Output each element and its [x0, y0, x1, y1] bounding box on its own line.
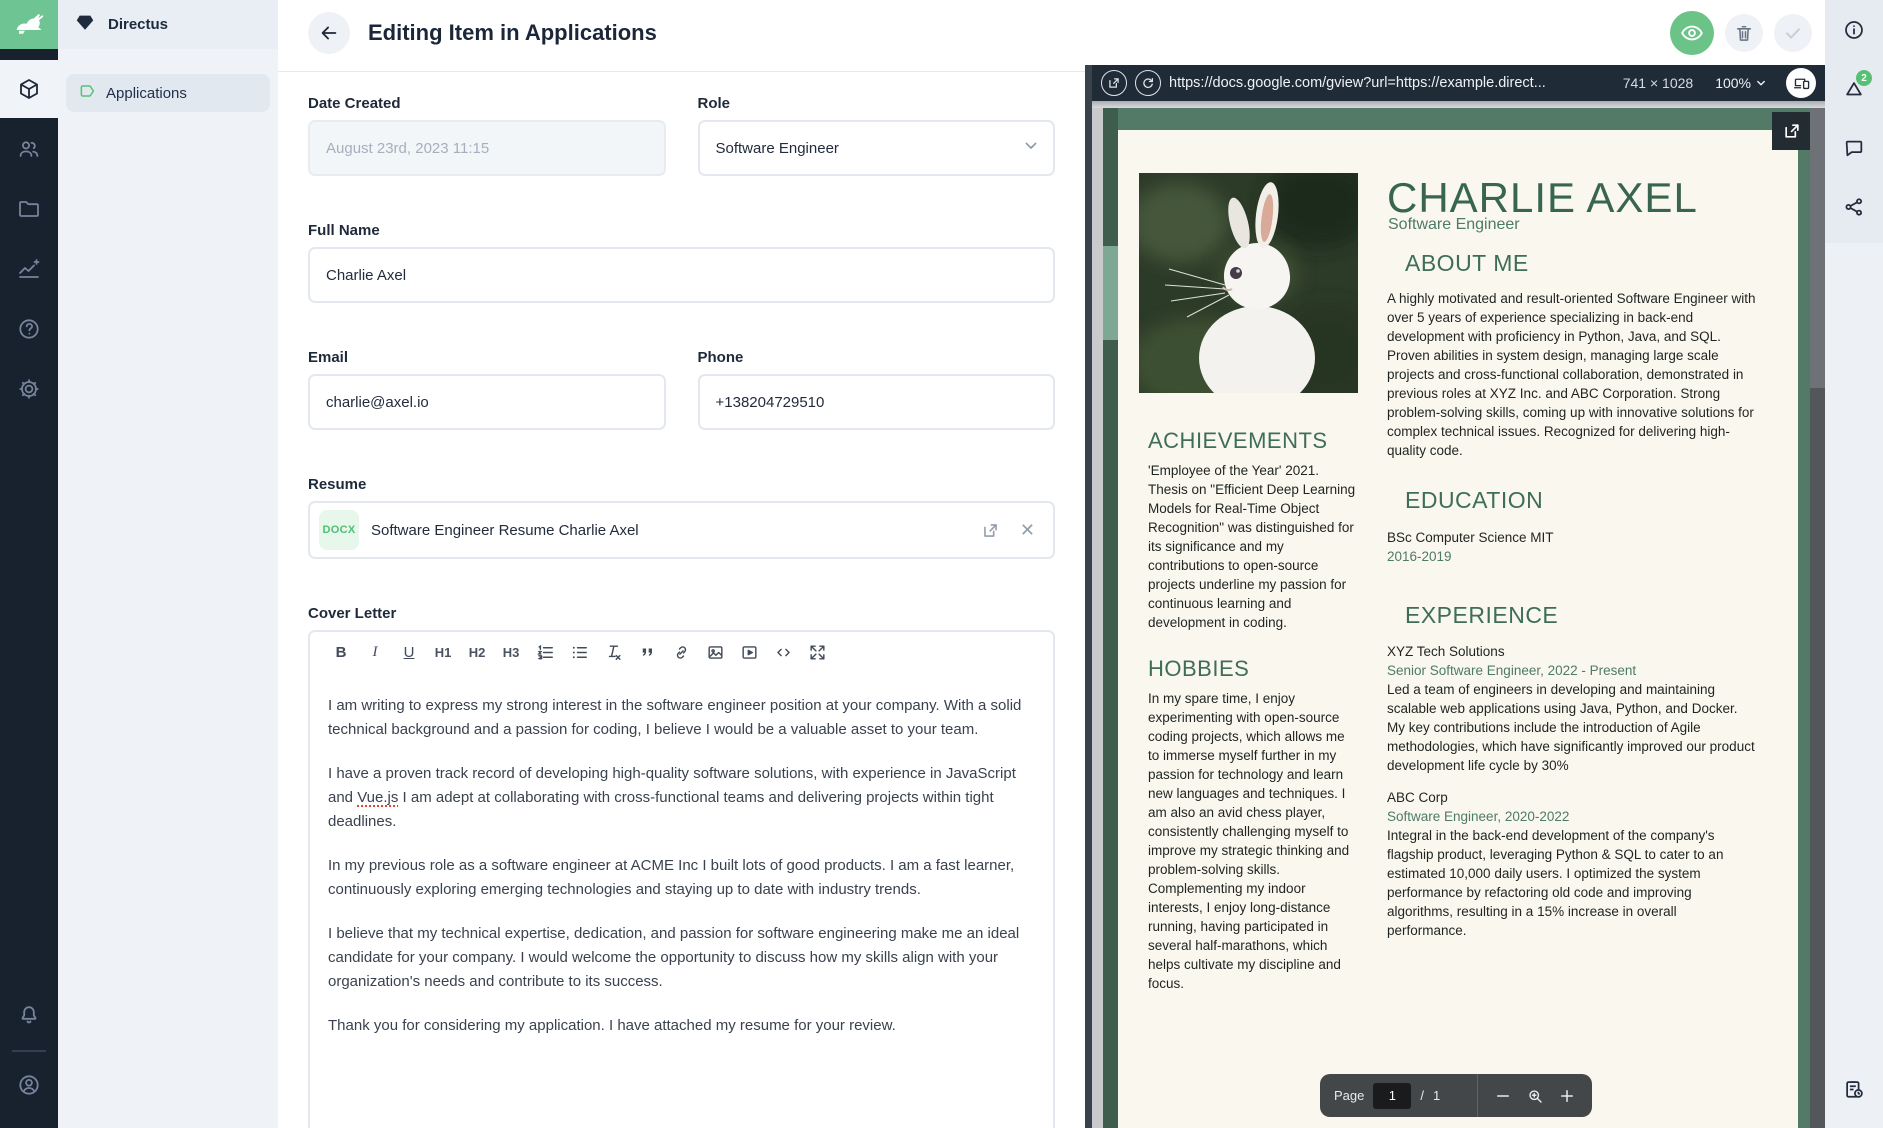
field-email: [308, 349, 666, 430]
resume-item: XYZ Tech Solutions: [1387, 644, 1505, 659]
comment-icon: [1843, 137, 1865, 159]
sidebar-item-applications[interactable]: [66, 74, 270, 112]
preview-toolbar: [1092, 65, 1825, 101]
misspelled-word: Vue.js: [357, 789, 399, 806]
module-settings[interactable]: [0, 360, 58, 418]
insert-video-button[interactable]: [734, 637, 764, 667]
directus-logo[interactable]: [0, 0, 58, 49]
module-bar-divider: [12, 1050, 46, 1052]
link-button[interactable]: [666, 637, 696, 667]
heading2-button[interactable]: H2: [462, 637, 492, 667]
document-viewer[interactable]: [1092, 108, 1825, 1128]
minus-icon: [1494, 1087, 1512, 1105]
cover-letter-paragraph: I believe that my technical expertise, dedication, and passion for software engineering make me an ideal candidate for your company. I would welcome the opportunity to discuss how my skills align with your organization's needs and contribute to its success.: [328, 925, 1020, 990]
cover-letter-paragraph: In my previous role as a software engineer at ACME Inc I built lots of good products. I am a fast learner, continuously exploring emerging technologies and staying up to date with industry trends.: [328, 857, 1015, 898]
viewer-right-scrollbar[interactable]: [1810, 108, 1825, 1128]
account-circle-icon: [17, 1073, 41, 1097]
resume-section-heading: HOBBIES: [1148, 656, 1250, 681]
heading3-button[interactable]: H3: [496, 637, 526, 667]
resume-file-chip[interactable]: [308, 501, 1055, 559]
iframe-edge: [1092, 101, 1825, 108]
rabbit-photo: [1139, 173, 1358, 393]
preview-dimensions: 741 × 1028: [1622, 75, 1694, 91]
open-in-new-icon: [981, 521, 1000, 540]
insights-icon: [17, 257, 41, 281]
bullet-list-icon: [570, 643, 589, 662]
shares-tab[interactable]: [1825, 177, 1883, 236]
code-icon: [774, 643, 793, 662]
trash-icon: [1734, 23, 1754, 43]
eye-icon: [1680, 21, 1704, 45]
resume-item: ABC Corp: [1387, 790, 1448, 805]
module-help[interactable]: [0, 300, 58, 358]
comments-tab[interactable]: [1825, 118, 1883, 177]
check-icon: [1782, 22, 1804, 44]
resume-section: [1387, 487, 1757, 566]
label-tag-icon: [78, 82, 96, 105]
info-icon: [1843, 19, 1865, 41]
field-date-created: [308, 95, 666, 176]
page-label: Page: [1334, 1088, 1365, 1103]
preview-toggle-button[interactable]: [1670, 11, 1714, 55]
role-select[interactable]: [698, 120, 1056, 176]
arrow-left-icon: [318, 22, 340, 44]
resume-item: Led a team of engineers in developing and maintaining scalable web applications using Java, Python, and Docker. My key contributions include the introduction of Agile methodologies, which have significantly improved our product development life cycle by 30%: [1387, 682, 1755, 773]
delete-item-button[interactable]: [1725, 14, 1763, 52]
chevron-down-icon: [1754, 76, 1768, 90]
page-title: Editing Item in Applications: [368, 19, 657, 45]
main-content: [278, 0, 1085, 1128]
resume-section-heading: EDUCATION: [1405, 487, 1544, 513]
italic-button[interactable]: I: [360, 637, 390, 667]
rich-text-editor: [308, 630, 1055, 1128]
open-in-new-icon: [1107, 76, 1121, 90]
date-created-label: Date Created: [308, 95, 401, 112]
notifications-button[interactable]: [0, 986, 58, 1044]
resume-item: Integral in the back-end development of the company's flagship product, leveraging Python & SQL to cater to an estimated 10,000 daily users. I optimized the system performance by refactoring old code and improving algorithms, resulting in a 15% increase in overall performance.: [1387, 828, 1724, 938]
image-icon: [706, 643, 725, 662]
resume-label: Resume: [308, 476, 367, 493]
module-content[interactable]: [0, 60, 58, 118]
page-header: [278, 0, 1085, 72]
resume-section-body: 'Employee of the Year' 2021. Thesis on "Efficient Deep Learning Models for Real-Time Object Recognition" was distinguished for its significance and my contributions to open-source projects underline my passion for continuous learning and development in coding.: [1148, 463, 1356, 630]
bullet-list-button[interactable]: [564, 637, 594, 667]
header-actions: [1085, 0, 1825, 65]
underline-button[interactable]: U: [394, 637, 424, 667]
phone-label: Phone: [697, 349, 744, 366]
cover-letter-label: Cover Letter: [308, 605, 397, 622]
open-file-button[interactable]: [977, 517, 1004, 544]
resume-item: Senior Software Engineer, 2022 - Present: [1387, 663, 1637, 678]
field-phone: [698, 349, 1056, 430]
cover-letter-content[interactable]: [310, 672, 1053, 1128]
link-icon: [672, 643, 691, 662]
viewer-left-margin: [1103, 108, 1118, 1128]
save-item-button[interactable]: [1774, 14, 1812, 52]
ordered-list-button[interactable]: [530, 637, 560, 667]
email-input[interactable]: [308, 374, 666, 430]
zoom-out-button[interactable]: [1494, 1087, 1512, 1105]
resume-file-name: Software Engineer Resume Charlie Axel: [371, 521, 639, 539]
users-icon: [17, 137, 41, 161]
resume-section-heading: ACHIEVEMENTS: [1148, 428, 1328, 453]
open-preview-new-tab-button[interactable]: [1101, 70, 1127, 96]
resume-document: [1118, 130, 1798, 1128]
cube-icon: [17, 77, 41, 101]
email-label: Email: [308, 349, 349, 366]
cover-letter-paragraph: I have a proven track record of developing high-quality software solutions, with experience in JavaScript and Vue.js I am adept at collaborating with cross-functional teams and delivering projects within tight deadlines.: [328, 765, 1016, 830]
video-icon: [740, 643, 759, 662]
ordered-list-icon: [536, 643, 555, 662]
remove-formatting-button[interactable]: [598, 637, 628, 667]
flows-tab[interactable]: [1825, 1060, 1883, 1118]
viewer-right-scroll-thumb[interactable]: [1810, 108, 1825, 388]
phone-input[interactable]: [698, 374, 1056, 430]
page-total: 1: [1433, 1088, 1441, 1103]
resume-item: A highly motivated and result-oriented Software Engineer with over 5 years of experience specializing in back-end development with proficiency in Python, Java, and SQL. Proven abilities in system design, managing large scale projects and cross-functional collaboration, demonstrated in previous roles at XYZ Inc. and ABC Corporation. Strong problem-solving skills, coming up with innovative solutions for complex technical issues. Recognized for delivering high-quality code.: [1387, 291, 1756, 458]
resume-item: 2016-2019: [1387, 549, 1452, 564]
sidebar-item-label: Applications: [106, 84, 187, 102]
field-role: [698, 95, 1056, 176]
refresh-icon: [1141, 76, 1155, 90]
full-name-input[interactable]: [308, 247, 1055, 303]
share-icon: [1843, 196, 1865, 218]
plus-icon: [1558, 1087, 1576, 1105]
module-files[interactable]: [0, 180, 58, 238]
navigation-panel: [58, 0, 278, 1128]
preview-zoom-select[interactable]: [1715, 75, 1768, 91]
preview-frame: [1085, 65, 1825, 1128]
page-number-input[interactable]: [1373, 1083, 1411, 1109]
date-created-input[interactable]: [308, 120, 666, 176]
resume-section: [1387, 602, 1757, 940]
module-bar-spacer: [0, 420, 58, 986]
expand-document-button[interactable]: [1772, 112, 1812, 150]
cover-letter-paragraph: Thank you for considering my application. I have attached my resume for your review.: [328, 1017, 896, 1034]
resume-section-heading: ABOUT ME: [1405, 250, 1529, 276]
preview-url[interactable]: https://docs.google.com/gview?url=https://example.direct...: [1169, 75, 1546, 91]
clipboard-clock-icon: [1843, 1078, 1865, 1100]
remove-file-button[interactable]: [1016, 516, 1039, 545]
docx-file-badge: DOCX: [319, 510, 359, 550]
code-button[interactable]: [768, 637, 798, 667]
blockquote-icon: [638, 643, 657, 662]
module-insights[interactable]: [0, 240, 58, 298]
bold-button[interactable]: B: [326, 637, 356, 667]
field-resume: [308, 476, 1055, 559]
zoom-value: 100%: [1715, 75, 1751, 91]
resume-section: [1387, 250, 1757, 460]
zoom-in-button[interactable]: [1558, 1087, 1576, 1105]
role-label: Role: [697, 95, 731, 112]
viewer-left-gutter: [1092, 108, 1103, 1128]
bell-icon: [17, 1003, 41, 1027]
blockquote-button[interactable]: [632, 637, 662, 667]
info-tab[interactable]: [1825, 0, 1883, 59]
refresh-preview-button[interactable]: [1135, 70, 1161, 96]
open-in-new-icon: [1782, 121, 1802, 141]
insert-image-button[interactable]: [700, 637, 730, 667]
pdf-page-controls: [1320, 1074, 1592, 1117]
page-separator: /: [1420, 1088, 1424, 1103]
devices-icon: [1793, 75, 1810, 92]
project-name: Directus: [108, 16, 169, 33]
viewer-scroll-thumb[interactable]: [1103, 246, 1118, 340]
project-diamond-icon: [74, 11, 96, 38]
help-icon: [17, 317, 41, 341]
editor-toolbar: [310, 632, 1053, 672]
sidebar-rail: [1825, 0, 1883, 1128]
remove-formatting-icon: [604, 643, 623, 662]
revisions-tab[interactable]: [1825, 59, 1883, 118]
full-name-label: Full Name: [308, 222, 380, 239]
heading1-button[interactable]: H1: [428, 637, 458, 667]
resume-section-heading: EXPERIENCE: [1405, 602, 1559, 628]
back-button[interactable]: [308, 12, 350, 54]
live-preview-panel: [1085, 0, 1825, 1128]
resume-item: Software Engineer, 2020-2022: [1387, 809, 1570, 824]
rabbit-logo-icon: [12, 8, 46, 41]
resume-item: BSc Computer Science MIT: [1387, 530, 1554, 545]
magnifier-plus-icon: [1526, 1087, 1544, 1105]
resume-section-body: In my spare time, I enjoy experimenting with open-source coding projects, which allows me to immerse myself further in my passion for technology and learn new languages and techniques. I am also an avid chess player, consistently challenging myself to improve my strategic thinking and problem-solving skills. Complementing my indoor interests, I enjoy long-distance running, having participated in several half-marathons, which helps cultivate my discipline and focus.: [1148, 691, 1350, 991]
close-icon: ✕: [1019, 519, 1035, 540]
folder-icon: [17, 197, 41, 221]
revision-count-badge: 2: [1856, 70, 1872, 86]
resume-left-column: [1148, 428, 1356, 993]
module-users[interactable]: [0, 120, 58, 178]
module-bar: [0, 0, 58, 1128]
cover-letter-paragraph: I am writing to express my strong interest in the software engineer position at your company. With a solid technical background and a passion for coding, I believe I would be a valuable asset to your team.: [328, 697, 1022, 738]
resume-name: CHARLIE AXEL: [1387, 174, 1698, 221]
gear-icon: [17, 377, 41, 401]
fullscreen-icon: [808, 643, 827, 662]
fullscreen-button[interactable]: [802, 637, 832, 667]
project-header[interactable]: [58, 0, 278, 49]
field-cover-letter: [308, 605, 1055, 1128]
field-full-name: [308, 222, 1055, 303]
zoom-tool-button[interactable]: [1526, 1087, 1544, 1105]
user-avatar[interactable]: [0, 1056, 58, 1114]
resume-right-column: [1387, 250, 1757, 940]
responsive-size-button[interactable]: [1786, 68, 1816, 98]
item-form: [278, 72, 1085, 1128]
resume-job-title: Software Engineer: [1388, 216, 1520, 233]
